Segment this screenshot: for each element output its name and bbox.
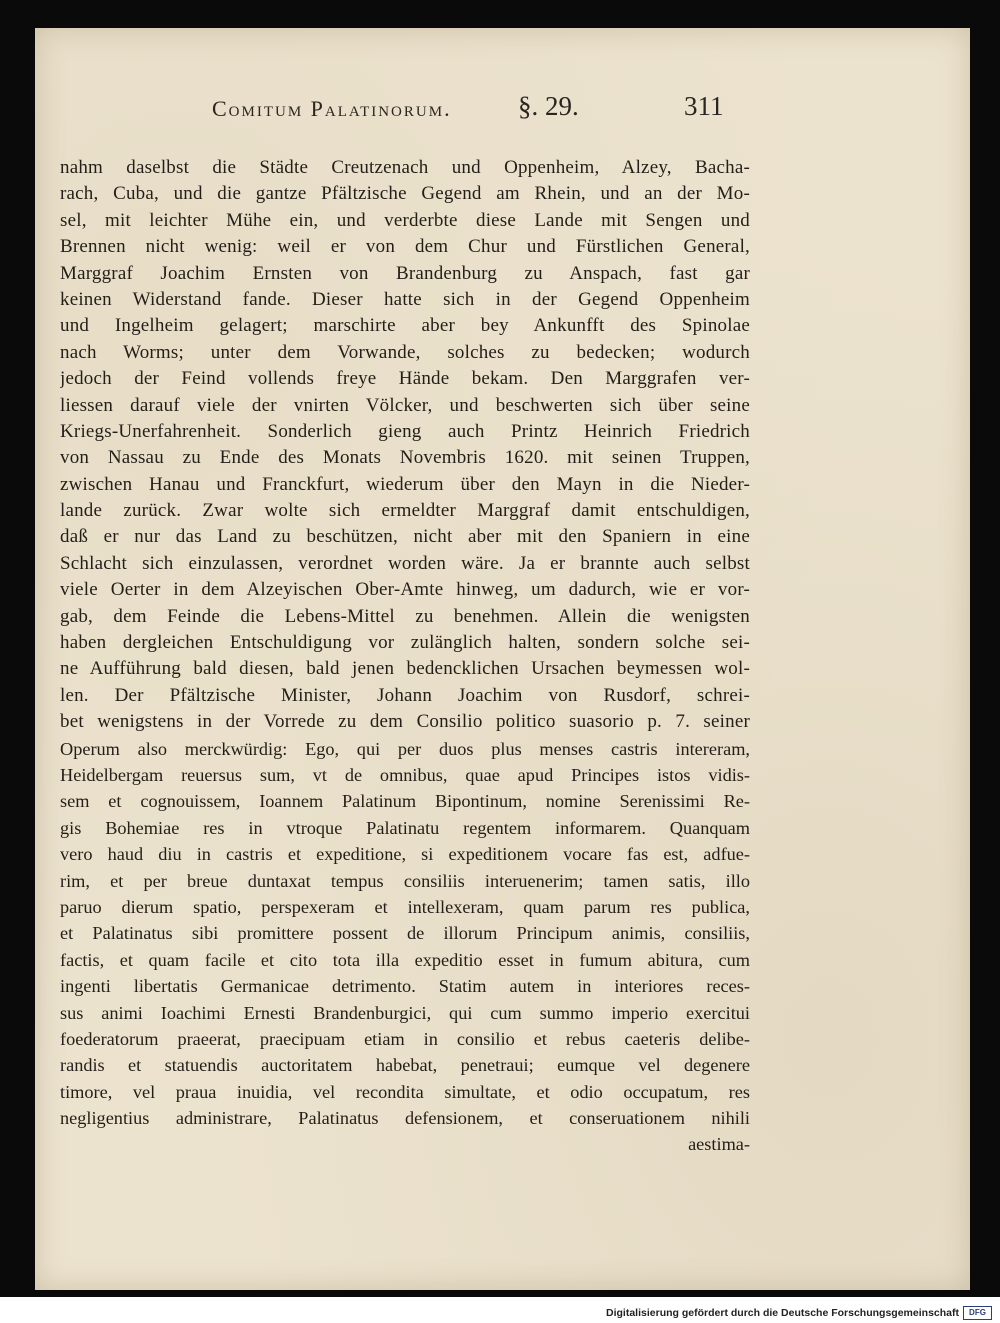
text-line: sel, mit leichter Mühe ein, und verderbte diese Lande mit Sengen und: [60, 209, 750, 231]
text-line: negligentius administrare, Palatinatus defensionem, et conseruationem nihili: [60, 1108, 750, 1129]
text-line: rach, Cuba, und die gantze Pfältzische Gegend am Rhein, und an der Mo-: [60, 183, 750, 205]
text-line: keinen Widerstand fande. Dieser hatte sich in der Gegend Oppenheim: [60, 288, 750, 310]
text-line: nahm daselbst die Städte Creutzenach und Oppenheim, Alzey, Bacha-: [60, 157, 750, 178]
text-line: gab, dem Feinde die Lebens-Mittel zu benehmen. Allein die wenigsten: [60, 605, 750, 627]
text-line: et Palatinatus sibi promittere possent de illorum Principum animis, consiliis,: [60, 923, 750, 944]
text-line: ingenti libertatis Germanicae detrimento. Statim autem in interiores reces-: [60, 976, 750, 997]
text-line: timore, vel praua inuidia, vel recondita simultate, et odio occupatum, res: [60, 1081, 750, 1102]
text-line: factis, et quam facile et cito tota illa expeditio esset in fumum abitura, cum: [60, 949, 750, 970]
text-line: Operum also merckwürdig: Ego, qui per duos plus menses castris intereram,: [60, 738, 750, 759]
text-line: len. Der Pfältzische Minister, Johann Joachim von Rusdorf, schrei-: [60, 684, 750, 706]
text-line: gis Bohemiae res in vtroque Palatinatu regentem informarem. Quanquam: [60, 817, 750, 838]
catchword: aestima-: [688, 1134, 750, 1155]
text-line: vero haud diu in castris et expeditione, si expeditionem vocare fas est, adfue-: [60, 844, 750, 865]
footer-credit: [606, 1305, 992, 1321]
text-line: viele Oerter in dem Alzeyischen Ober-Amte hinweg, um dadurch, wie er vor-: [60, 579, 750, 601]
text-line: Schlacht sich einzulassen, verordnet worden wäre. Ja er brannte auch selbst: [60, 552, 750, 574]
text-line: sus animi Ioachimi Ernesti Brandenburgici, qui cum summo imperio exercitui: [60, 1002, 750, 1023]
text-line: rim, et per breue duntaxat tempus consiliis interuenerim; tamen satis, illo: [60, 870, 750, 891]
text-line: von Nassau zu Ende des Monats Novembris 1620. mit seinen Truppen,: [60, 447, 750, 469]
text-line: bet wenigstens in der Vorrede zu dem Consilio politico suasorio p. 7. seiner: [60, 711, 750, 733]
text-line: daß er nur das Land zu beschützen, nicht aber mit den Spaniern in eine: [60, 526, 750, 548]
text-line: ne Aufführung bald diesen, bald jenen bedencklichen Ursachen beymessen wol-: [60, 658, 750, 680]
text-line: Kriegs-Unerfahrenheit. Sonderlich gieng auch Printz Heinrich Friedrich: [60, 420, 750, 442]
dfg-logo: DFG: [963, 1306, 992, 1320]
text-line: foederatorum praeerat, praecipuam etiam in consilio et rebus caeteris delibe-: [60, 1028, 750, 1049]
section-number: §. 29.: [518, 91, 579, 121]
running-title: Comitum Palatinorum.: [212, 96, 452, 121]
text-line: randis et statuendis auctoritatem habebat, penetraui; eumque vel degenere: [60, 1055, 750, 1076]
text-line: nach Worms; unter dem Vorwande, solches zu bedecken; wodurch: [60, 341, 750, 363]
page-number: 311: [684, 91, 724, 121]
text-line: und Ingelheim gelagert; marschirte aber bey Ankunfft des Spinolae: [60, 315, 750, 337]
running-head: [180, 88, 800, 128]
text-line: sem et cognouissem, Ioannem Palatinum Bipontinum, nomine Serenissimi Re-: [60, 791, 750, 812]
text-line: paruo dierum spatio, perspexeram et intellexeram, quam parum res publica,: [60, 896, 750, 917]
text-line: Brennen nicht wenig: weil er von dem Chur und Fürstlichen General,: [60, 236, 750, 258]
text-line: Heidelbergam reuersus sum, vt de omnibus, quae apud Principes istos vidis-: [60, 764, 750, 785]
text-line: jedoch der Feind vollends freye Hände bekam. Den Marggrafen ver-: [60, 368, 750, 390]
text-line: haben dergleichen Entschuldigung vor zulänglich halten, sondern solche sei-: [60, 632, 750, 654]
body-text: [60, 155, 750, 1158]
text-line: zwischen Hanau und Franckfurt, wiederum über den Mayn in die Nieder-: [60, 473, 750, 495]
text-line: lande zurück. Zwar wolte sich ermeldter Marggraf damit entschuldigen,: [60, 500, 750, 522]
text-line: liessen darauf viele der vnirten Völcker, und beschwerten sich über seine: [60, 394, 750, 416]
funding-credit: Digitalisierung gefördert durch die Deutsche Forschungsgemeinschaft: [606, 1307, 959, 1319]
text-line: Marggraf Joachim Ernsten von Brandenburg zu Anspach, fast gar: [60, 262, 750, 284]
